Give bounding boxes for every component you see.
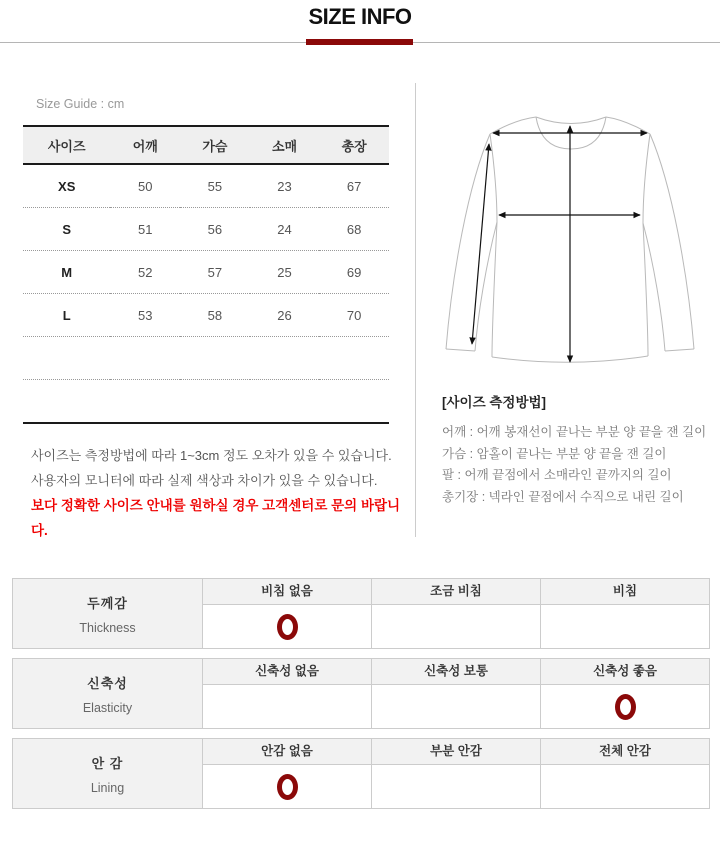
option-body xyxy=(541,765,709,808)
elasticity-option-col xyxy=(371,659,540,728)
value-cell: 67 xyxy=(319,164,389,208)
value-cell: 56 xyxy=(180,208,250,251)
thickness-label-en: Thickness xyxy=(79,620,136,635)
option-header: 조금 비침 xyxy=(372,579,540,605)
selected-circle-mark xyxy=(277,614,298,640)
section-divider xyxy=(415,83,416,537)
value-cell: 50 xyxy=(110,164,180,208)
option-body xyxy=(203,685,371,728)
elasticity-table xyxy=(12,658,710,729)
option-body xyxy=(372,685,540,728)
customer-center-notice: 보다 정확한 사이즈 안내를 원하실 경우 고객센터로 문의 바랍니다. xyxy=(31,498,401,538)
table-row xyxy=(23,164,389,208)
option-header: 부분 안감 xyxy=(372,739,540,765)
size-guide-unit-label: Size Guide : cm xyxy=(36,97,125,111)
option-body xyxy=(541,605,709,648)
col-header-sleeve: 소매 xyxy=(250,126,320,164)
lining-option-col xyxy=(371,739,540,808)
thickness-option-col xyxy=(371,579,540,648)
measure-line-shoulder: 어깨 : 어깨 봉재선이 끝나는 부분 양 끝을 잰 길이 xyxy=(442,425,707,439)
note-line: 사이즈는 측정방법에 따라 1~3cm 정도 오차가 있을 수 있습니다. xyxy=(31,448,392,463)
value-cell: 69 xyxy=(319,251,389,294)
size-table xyxy=(23,125,389,424)
size-table-header-row xyxy=(23,126,389,164)
value-cell: 51 xyxy=(110,208,180,251)
table-row xyxy=(23,208,389,251)
option-header: 신축성 없음 xyxy=(203,659,371,685)
value-cell: 25 xyxy=(250,251,320,294)
value-cell: 58 xyxy=(180,294,250,337)
option-header: 전체 안감 xyxy=(541,739,709,765)
col-header-chest: 가슴 xyxy=(180,126,250,164)
thickness-label-ko: 두께감 xyxy=(87,595,128,611)
value-cell: 57 xyxy=(180,251,250,294)
value-cell: 68 xyxy=(319,208,389,251)
selected-circle-mark xyxy=(615,694,636,720)
value-cell: 53 xyxy=(110,294,180,337)
measure-guide xyxy=(442,391,712,508)
size-notes xyxy=(31,443,411,543)
selected-circle-mark xyxy=(277,774,298,800)
title-underline-accent xyxy=(306,39,413,45)
shirt-measurement-diagram xyxy=(430,85,720,380)
option-body xyxy=(372,765,540,808)
thickness-option-col xyxy=(203,579,371,648)
table-row xyxy=(23,294,389,337)
value-cell: 24 xyxy=(250,208,320,251)
lining-option-col xyxy=(540,739,709,808)
size-cell: S xyxy=(23,208,110,251)
option-body xyxy=(203,605,371,648)
value-cell: 55 xyxy=(180,164,250,208)
thickness-label-cell xyxy=(13,579,203,648)
col-header-shoulder: 어깨 xyxy=(110,126,180,164)
option-body xyxy=(541,685,709,728)
note-line: 사용자의 모니터에 따라 실제 색상과 차이가 있을 수 있습니다. xyxy=(31,473,378,488)
elasticity-option-col xyxy=(540,659,709,728)
size-cell: L xyxy=(23,294,110,337)
option-body xyxy=(203,765,371,808)
lining-table xyxy=(12,738,710,809)
col-header-size: 사이즈 xyxy=(23,126,110,164)
measure-line-length: 총기장 : 넥라인 끝점에서 수직으로 내린 길이 xyxy=(442,489,684,504)
lining-option-col xyxy=(203,739,371,808)
thickness-table xyxy=(12,578,710,649)
col-header-length: 총장 xyxy=(319,126,389,164)
option-header: 비침 xyxy=(541,579,709,605)
option-header: 신축성 보통 xyxy=(372,659,540,685)
table-empty-row xyxy=(23,337,389,380)
value-cell: 26 xyxy=(250,294,320,337)
value-cell: 52 xyxy=(110,251,180,294)
lining-label-cell xyxy=(13,739,203,808)
option-header: 안감 없음 xyxy=(203,739,371,765)
elasticity-label-en: Elasticity xyxy=(82,700,133,715)
elasticity-option-col xyxy=(203,659,371,728)
table-empty-row xyxy=(23,380,389,424)
size-cell: XS xyxy=(23,164,110,208)
page-title: SIZE INFO xyxy=(308,4,412,29)
measure-line-arm: 팔 : 어깨 끝점에서 소매라인 끝까지의 길이 xyxy=(442,468,672,482)
measure-guide-heading: [사이즈 측정방법] xyxy=(442,395,547,410)
thickness-option-col xyxy=(540,579,709,648)
value-cell: 23 xyxy=(250,164,320,208)
elasticity-label-cell xyxy=(13,659,203,728)
value-cell: 70 xyxy=(319,294,389,337)
sleeve-measure-arrow xyxy=(472,144,489,344)
measure-line-chest: 가슴 : 암홀이 끝나는 부분 양 끝을 잰 길이 xyxy=(442,446,667,461)
option-header: 비침 없음 xyxy=(203,579,371,605)
table-row xyxy=(23,251,389,294)
elasticity-label-ko: 신축성 xyxy=(87,675,128,691)
lining-label-ko: 안 감 xyxy=(91,755,124,771)
size-cell: M xyxy=(23,251,110,294)
option-header: 신축성 좋음 xyxy=(541,659,709,685)
option-body xyxy=(372,605,540,648)
lining-label-en: Lining xyxy=(90,780,125,795)
